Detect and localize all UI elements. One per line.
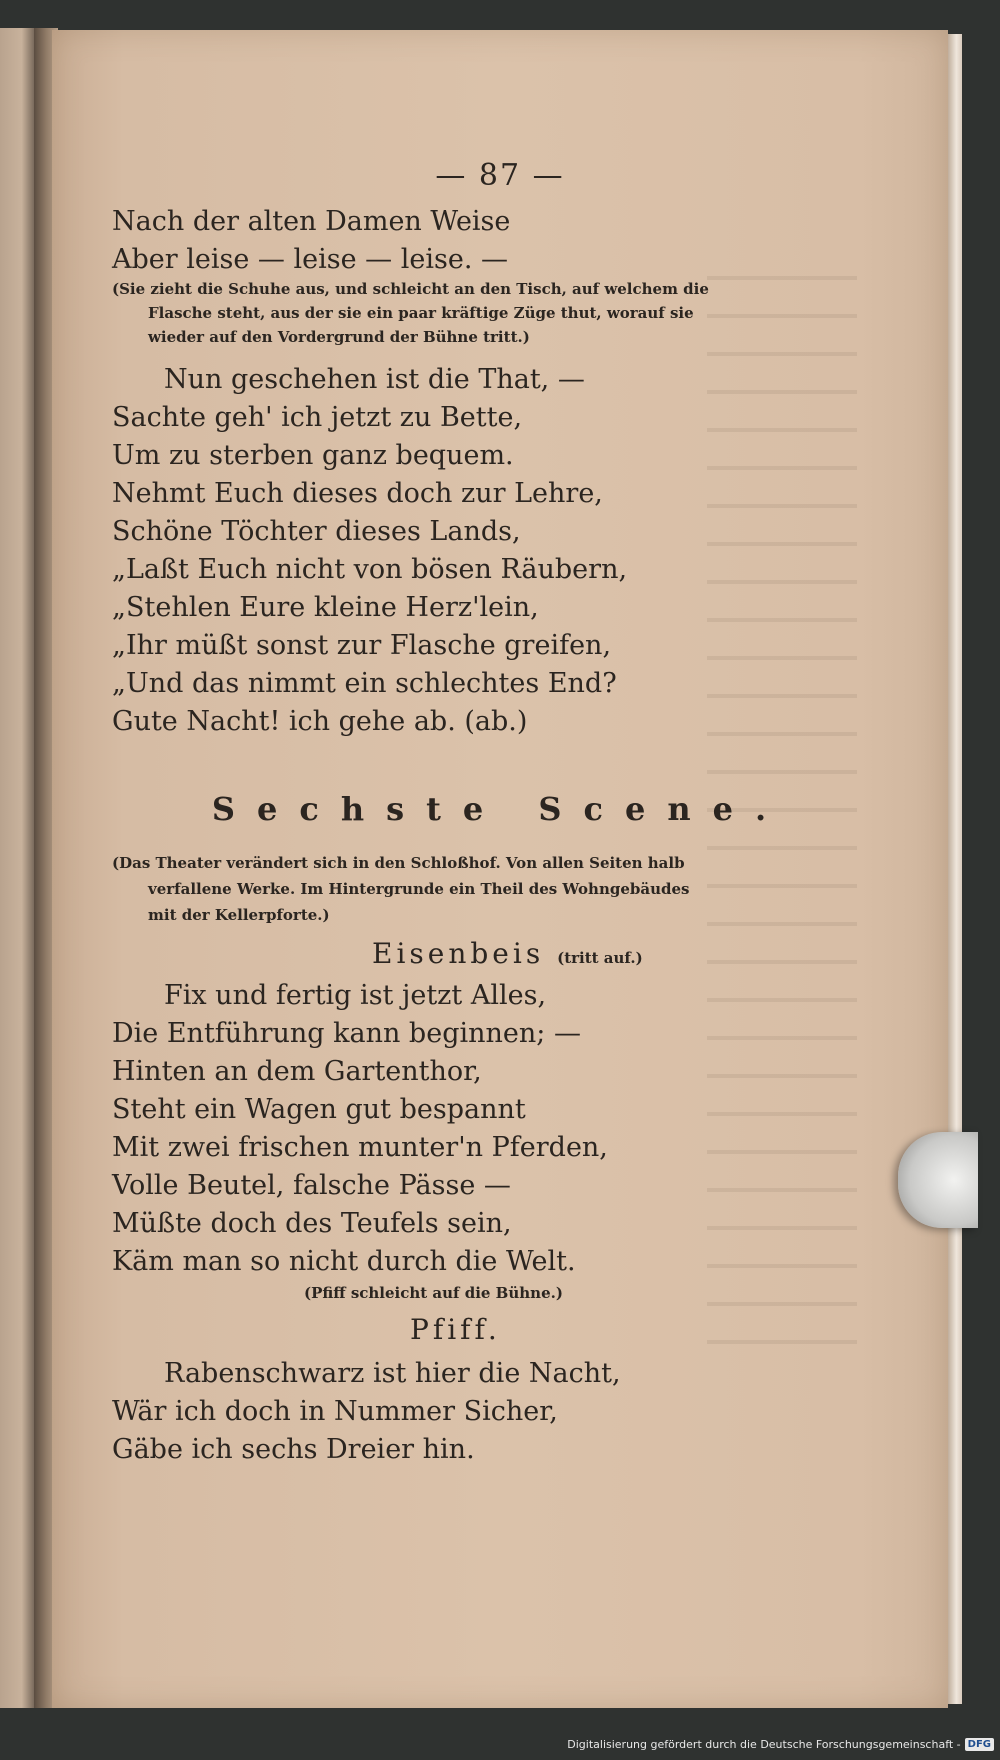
stage-direction: (Pfiff schleicht auf die Bühne.) [304, 1284, 563, 1302]
verse-line: „Stehlen Eure kleine Herz'lein, [112, 592, 539, 623]
verse-line: Volle Beutel, falsche Pässe — [112, 1170, 511, 1201]
verse-line: „Laßt Euch nicht von bösen Räubern, [112, 554, 628, 585]
speaker-note: (tritt auf.) [557, 949, 643, 967]
footer-text: Digitalisierung gefördert durch die Deutsche Forschungsgemeinschaft - [567, 1737, 961, 1751]
verse-line: Aber leise — leise — leise. — [112, 244, 508, 275]
verse-line: Gäbe ich sechs Dreier hin. [112, 1434, 475, 1465]
verse-line: Käm man so nicht durch die Welt. [112, 1246, 576, 1277]
verse-line: Wär ich doch in Nummer Sicher, [112, 1396, 558, 1427]
left-page-edge [0, 28, 36, 1708]
scene-title: Sechste Scene. [211, 790, 789, 828]
page-content [52, 30, 948, 1708]
verse-line: Steht ein Wagen gut bespannt [112, 1094, 526, 1125]
verse-line: Gute Nacht! ich gehe ab. (ab.) [112, 706, 528, 737]
book-page [52, 30, 948, 1708]
verse-line: Hinten an dem Gartenthor, [112, 1056, 482, 1087]
verse-line: „Ihr müßt sonst zur Flasche greifen, [112, 630, 612, 661]
page-number: — 87 — [435, 158, 565, 193]
speaker-name [372, 937, 643, 970]
dfg-logo-icon: DFG [965, 1738, 994, 1751]
verse-line: Sachte geh' ich jetzt zu Bette, [112, 402, 523, 433]
verse-line: Schöne Töchter dieses Lands, [112, 516, 521, 547]
page-clip-icon [898, 1132, 978, 1228]
stage-direction: mit der Kellerpforte.) [148, 906, 330, 924]
stage-direction: wieder auf den Vordergrund der Bühne tritt.) [148, 328, 530, 346]
stage-direction: (Das Theater verändert sich in den Schloßhof. Von allen Seiten halb [112, 854, 685, 872]
verse-line: Fix und fertig ist jetzt Alles, [164, 980, 547, 1011]
verse-line: Die Entführung kann beginnen; — [112, 1018, 581, 1049]
verse-line: Müßte doch des Teufels sein, [112, 1208, 512, 1239]
stage-direction: verfallene Werke. Im Hintergrunde ein Theil des Wohngebäudes [148, 880, 690, 898]
page-stack-edge [948, 34, 962, 1704]
speaker-pfiff: Pfiff. [410, 1313, 501, 1346]
verse-line: Rabenschwarz ist hier die Nacht, [164, 1358, 621, 1389]
verse-line: „Und das nimmt ein schlechtes End? [112, 668, 617, 699]
stage-direction: Flasche steht, aus der sie ein paar kräftige Züge thut, worauf sie [148, 304, 694, 322]
footer-credit [567, 1734, 994, 1754]
verse-line: Mit zwei frischen munter'n Pferden, [112, 1132, 608, 1163]
verse-line: Nach der alten Damen Weise [112, 206, 511, 237]
verse-line: Nehmt Euch dieses doch zur Lehre, [112, 478, 603, 509]
speaker-eisenbeis: Eisenbeis [372, 937, 545, 970]
verse-line: Um zu sterben ganz bequem. [112, 440, 514, 471]
stage-direction: (Sie zieht die Schuhe aus, und schleicht an den Tisch, auf welchem die [112, 280, 709, 298]
verse-line: Nun geschehen ist die That, — [164, 364, 585, 395]
